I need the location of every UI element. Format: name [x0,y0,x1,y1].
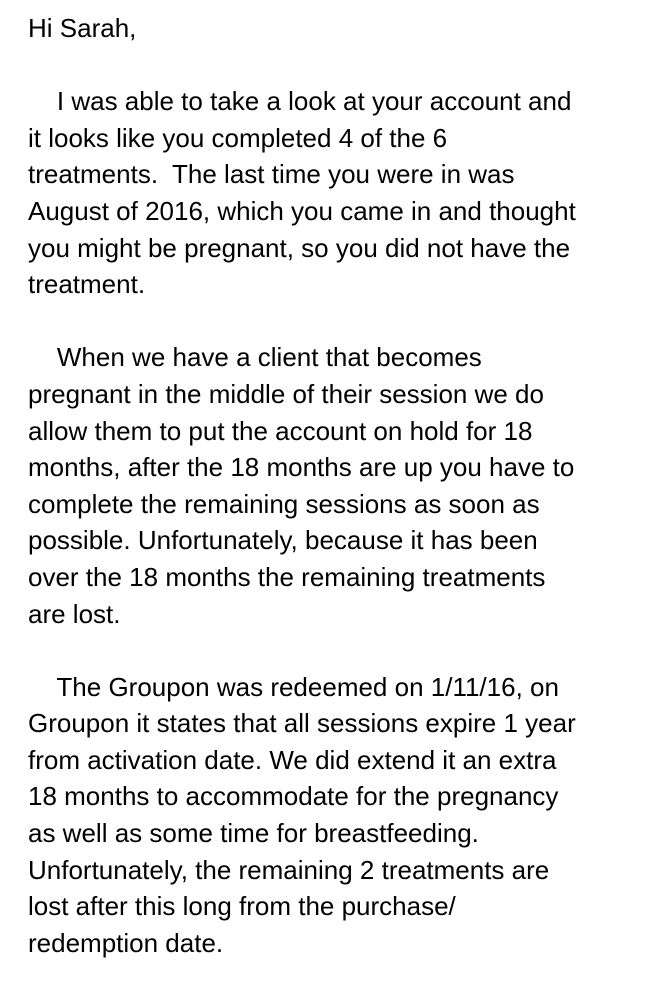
blank-line [28,303,650,340]
paragraph-2-line-4: months, after the 18 months are up you have to [28,452,575,483]
paragraph-1-line-2: it looks like you completed 4 of the 6 [28,122,448,153]
message-body [28,10,650,961]
paragraph-3-line-2: Groupon it states that all sessions expire 1 year [28,708,576,739]
paragraph-2-line-3: allow them to put the account on hold for 18 [28,415,533,446]
paragraph-3-line-8: redemption date. [28,927,224,958]
blank-line [28,632,650,669]
paragraph-2-line-8: are lost. [28,598,121,629]
paragraph-2-line-2: pregnant in the middle of their session we do [28,378,544,409]
paragraph-2-line-6: possible. Unfortunately, because it has been [28,525,538,556]
paragraph-1-line-1: I was able to take a look at your account and [28,86,572,117]
paragraph-3-line-3: from activation date. We did extend it an extra [28,744,557,775]
paragraph-3-line-4: 18 months to accommodate for the pregnancy [28,781,559,812]
paragraph-3-line-6: Unfortunately, the remaining 2 treatments are [28,854,550,885]
paragraph-2-line-5: complete the remaining sessions as soon as [28,488,540,519]
paragraph-2-line-7: over the 18 months the remaining treatments [28,561,546,592]
paragraph-1-line-6: treatment. [28,269,146,300]
paragraph-3-line-5: as well as some time for breastfeeding. [28,818,479,849]
greeting-line: Hi Sarah, [28,13,137,43]
paragraph-3-line-1: The Groupon was redeemed on 1/11/16, on [28,671,559,702]
paragraph-1-line-3: treatments. The last time you were in was [28,159,515,190]
paragraph-1-line-4: August of 2016, which you came in and thought [28,195,576,226]
paragraph-2-line-1: When we have a client that becomes [28,342,482,373]
paragraph-1-line-5: you might be pregnant, so you did not have the [28,232,571,263]
blank-line [28,47,650,84]
paragraph-3-line-7: lost after this long from the purchase/ [28,891,456,922]
